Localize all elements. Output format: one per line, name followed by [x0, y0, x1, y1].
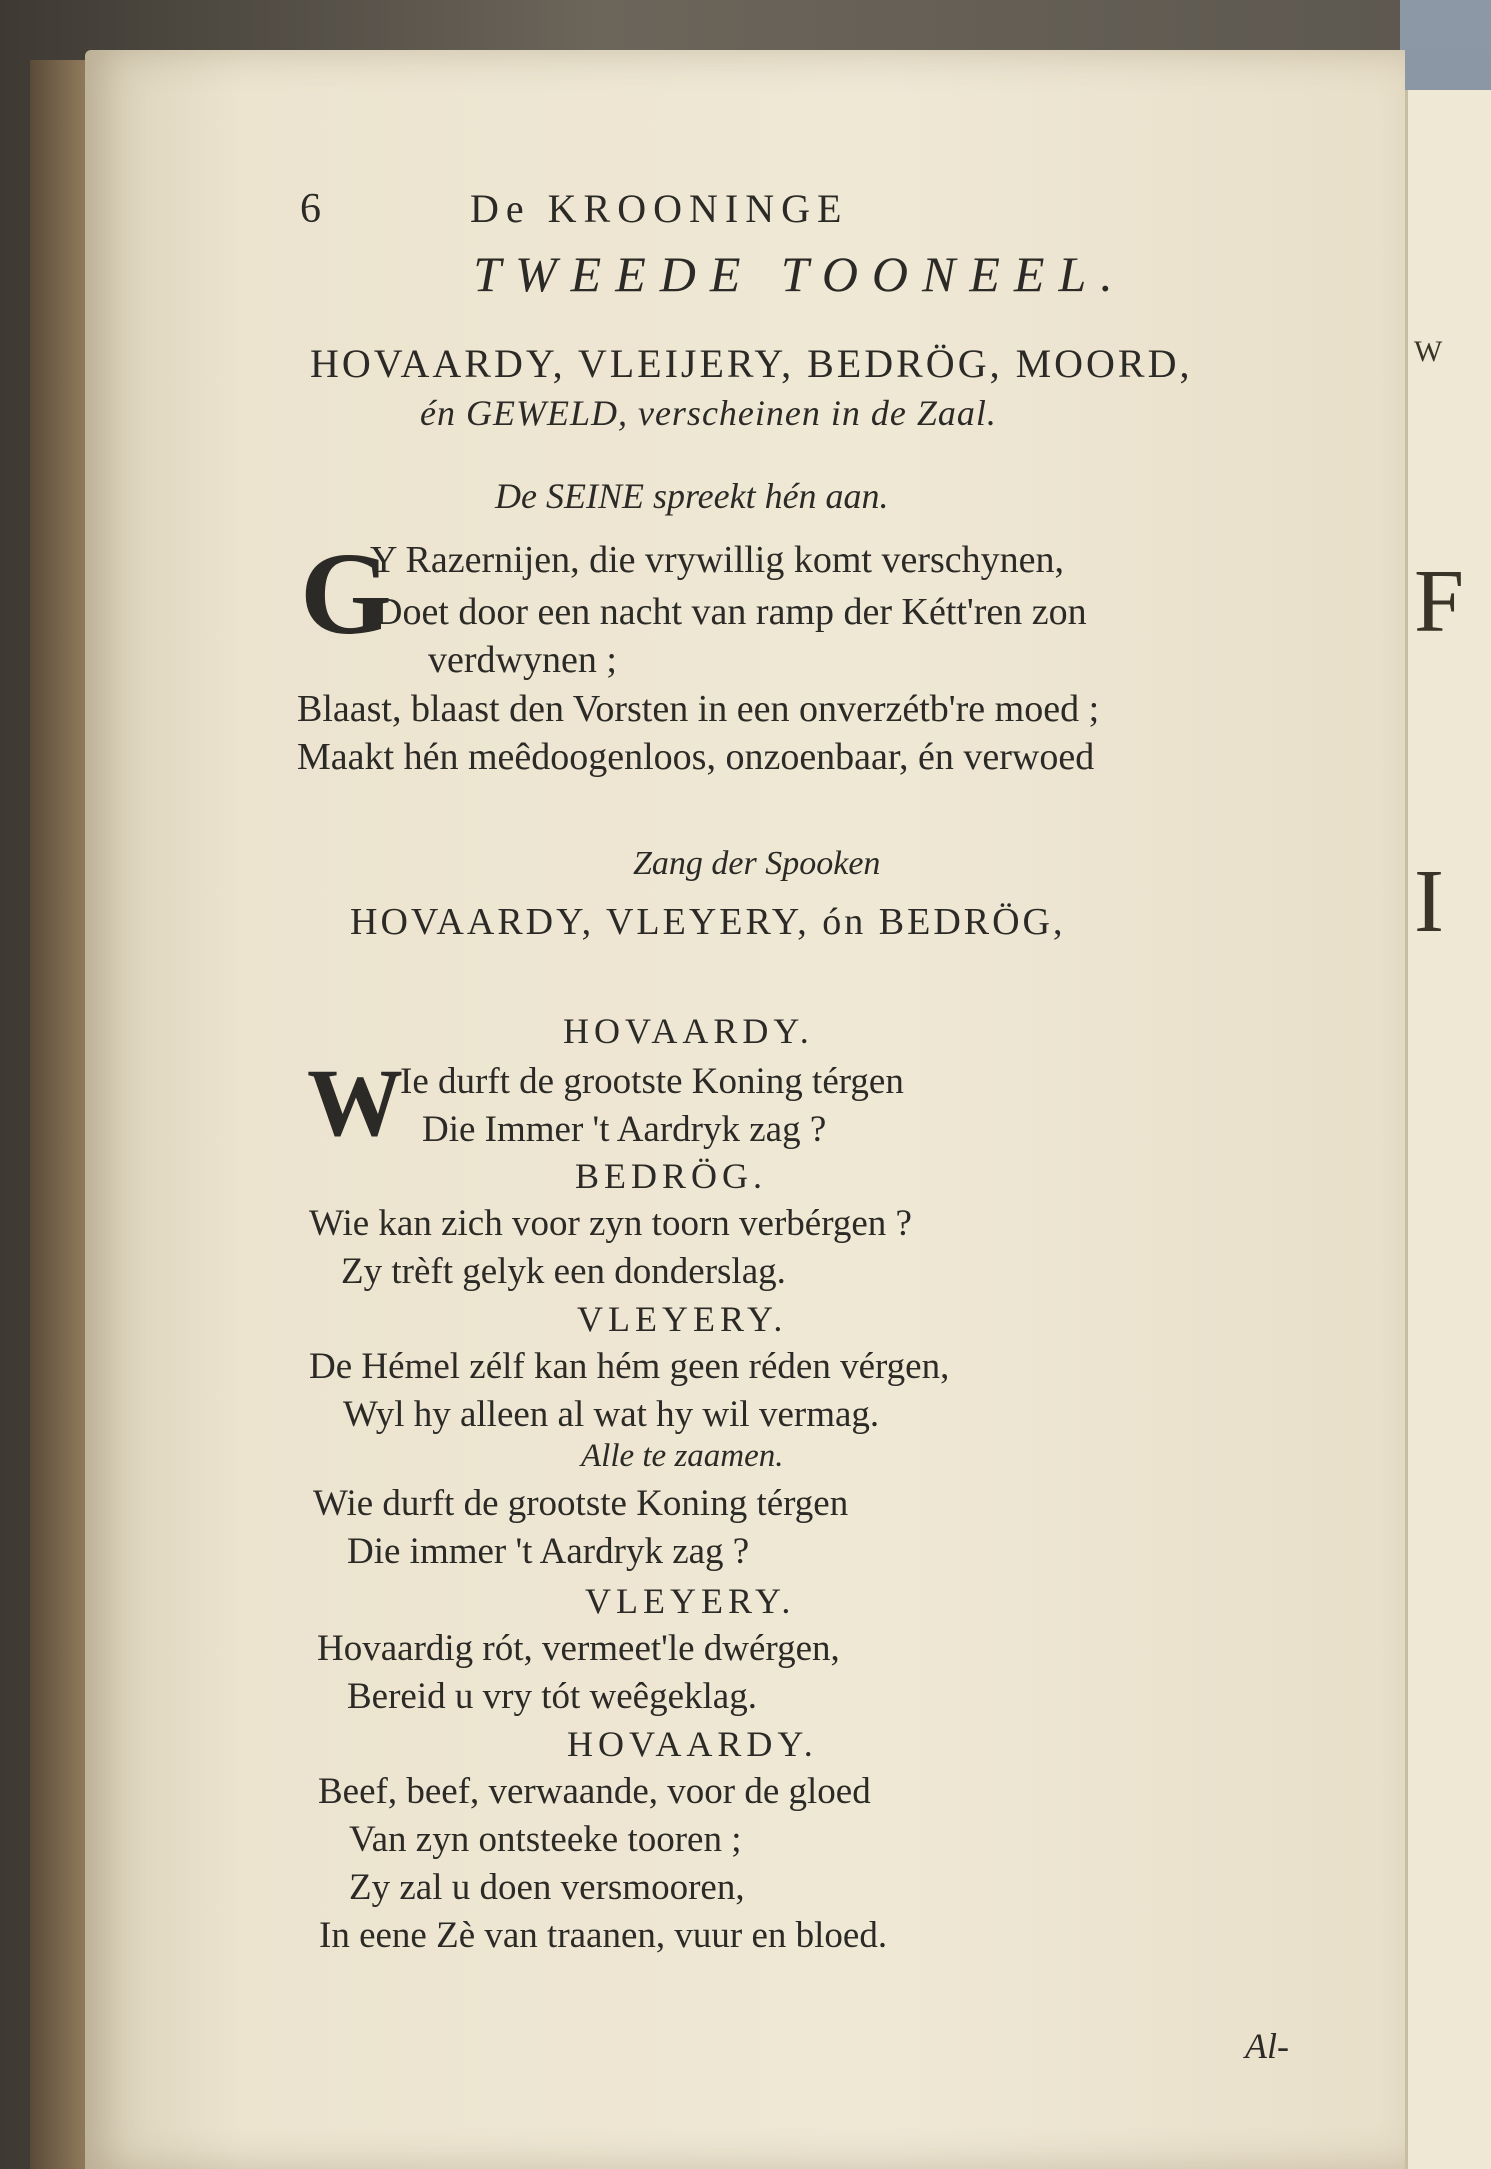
speaker-label: Alle te zaamen.: [581, 1438, 784, 1474]
verse-line: Wie durft de grootste Koning térgen: [313, 1483, 849, 1524]
song-title: Zang der Spooken: [633, 845, 881, 882]
book-page: [85, 50, 1405, 2169]
verse-line: Beef, beef, verwaande, voor de gloed: [318, 1771, 871, 1812]
drop-cap-g: G: [300, 528, 392, 659]
drop-cap-w: W: [307, 1049, 403, 1156]
characters-line-2: én GEWELD, verscheinen in de Zaal.: [420, 393, 997, 433]
verse-line: Van zyn ontsteeke tooren ;: [349, 1819, 742, 1860]
verse-line: Zy trèft gelyk een donderslag.: [341, 1251, 786, 1292]
running-title: De KROONINGE: [470, 186, 849, 231]
speaker-label: HOVAARDY.: [563, 1011, 814, 1051]
verse-line: Die immer 't Aardryk zag ?: [347, 1531, 750, 1572]
verse-line: De Hémel zélf kan hém geen réden vérgen,: [309, 1346, 950, 1387]
scene-title: TWEEDE TOONEEL.: [473, 246, 1127, 302]
catchword: Al-: [1245, 2026, 1289, 2066]
verse-line: In eene Zè van traanen, vuur en bloed.: [319, 1915, 888, 1956]
speech-line: Blaast, blaast den Vorsten in een onverzétb're moed ;: [297, 688, 1100, 730]
page-number: 6: [300, 186, 321, 232]
facing-page-edge: W F I: [1405, 90, 1491, 2169]
verse-line: Die Immer 't Aardryk zag ?: [422, 1109, 827, 1150]
verse-line: Wie kan zich voor zyn toorn verbérgen ?: [309, 1203, 912, 1244]
verse-line: Ie durft de grootste Koning térgen: [400, 1061, 904, 1102]
speech-line: Doet door een nacht van ramp der Kétt'ren zon: [375, 591, 1087, 633]
verse-line: Wyl hy alleen al wat hy wil vermag.: [343, 1394, 880, 1435]
speaker-label: BEDRÖG.: [575, 1156, 768, 1196]
song-singers: HOVAARDY, VLEYERY, ón BEDRÖG,: [350, 901, 1066, 943]
verse-line: Hovaardig rót, vermeet'le dwérgen,: [317, 1628, 840, 1669]
verse-line: Bereid u vry tót weêgeklag.: [347, 1676, 757, 1717]
verse-line: Zy zal u doen versmooren,: [349, 1867, 745, 1908]
speech-line: Y Razernijen, die vrywillig komt verschynen,: [370, 539, 1065, 581]
speech-line: Maakt hén meêdoogenloos, onzoenbaar, én verwoed: [297, 736, 1095, 778]
speaker-label: VLEYERY.: [585, 1581, 796, 1621]
speaker-label: HOVAARDY.: [567, 1724, 818, 1764]
speaker-label: VLEYERY.: [577, 1299, 788, 1339]
speech-line: verdwynen ;: [428, 639, 617, 681]
characters-line-1: HOVAARDY, VLEIJERY, BEDRÖG, MOORD,: [310, 341, 1193, 386]
stage-direction: De SEINE spreekt hén aan.: [495, 476, 889, 516]
